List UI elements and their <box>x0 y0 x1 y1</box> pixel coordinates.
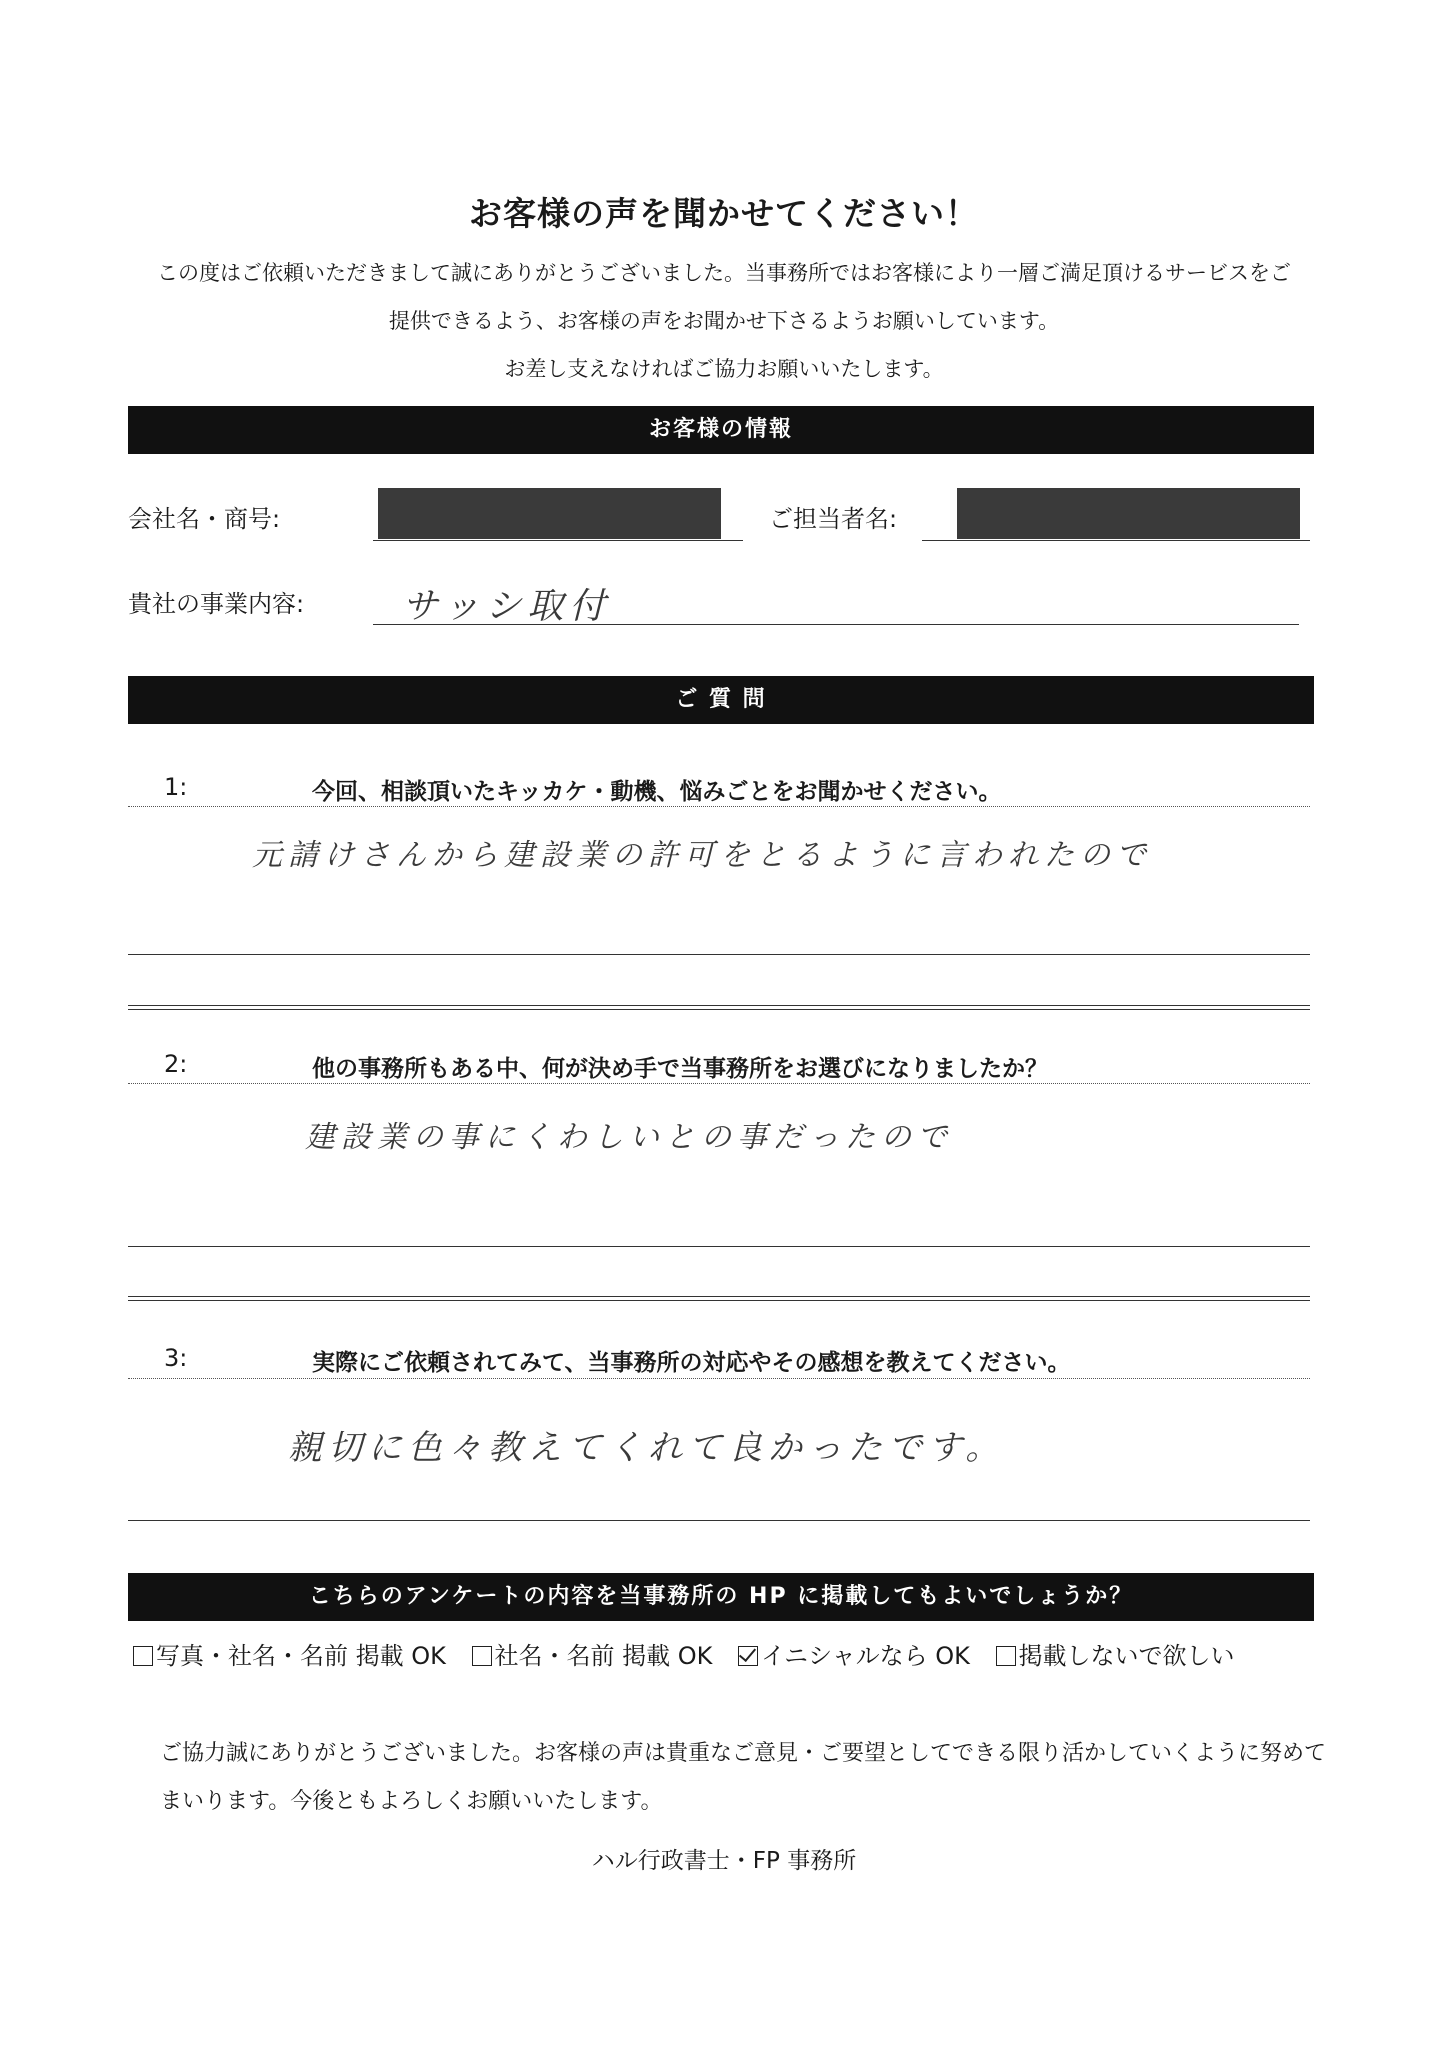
publish-consent-heading: こちらのアンケートの内容を当事務所の HP に掲載してもよいでしょうか？ <box>128 1573 1314 1621</box>
intro-line-1: この度はご依頼いただきまして誠にありがとうございました。当事務所ではお客様により一層ご満足頂けるサービスをご <box>157 261 1291 285</box>
checkbox-do-not-publish[interactable] <box>996 1646 1016 1666</box>
question-1-separator <box>128 1005 1310 1010</box>
closing-line-1: ご協力誠にありがとうございました。お客様の声は貴重なご意見・ご要望としてできる限り活かしていくように努めて <box>160 1741 1327 1766</box>
answer-2-handwritten: 建設業の事にくわしいとの事だったので <box>305 1120 953 1155</box>
company-name-label: 会社名・商号: <box>128 505 281 533</box>
page-title: お客様の声を聞かせてください！ <box>469 194 979 233</box>
answer-3-handwritten: 親切に色々教えてくれて良かったです。 <box>288 1428 1006 1468</box>
closing-line-2: まいります。今後ともよろしくお願いいたします。 <box>160 1789 663 1814</box>
company-name-underline <box>373 540 743 541</box>
checkbox-initials-only-checked[interactable] <box>738 1646 758 1666</box>
question-1-text: 今回、相談頂いたキッカケ・動機、悩みごとをお聞かせください。 <box>312 779 1002 805</box>
question-3-text: 実際にご依頼されてみて、当事務所の対応やその感想を教えてください。 <box>312 1350 1071 1376</box>
business-label: 貴社の事業内容: <box>128 590 305 618</box>
checkbox-photo-company-name[interactable] <box>133 1646 153 1666</box>
contact-name-label: ご担当者名: <box>769 505 898 533</box>
question-3-number: 3: <box>164 1344 188 1372</box>
question-2-separator <box>128 1296 1310 1301</box>
option-do-not-publish[interactable]: 掲載しないで欲しい <box>996 1636 1235 1671</box>
office-name: ハル行政書士・FP 事務所 <box>591 1848 857 1874</box>
contact-name-underline <box>922 540 1310 541</box>
question-1-dotted-line <box>128 806 1310 807</box>
answer-1-line <box>128 954 1310 955</box>
question-2-text: 他の事務所もある中、何が決め手で当事務所をお選びになりましたか？ <box>312 1056 1048 1082</box>
business-underline <box>373 624 1299 625</box>
question-2-dotted-line <box>128 1083 1310 1084</box>
option-company-name[interactable]: 社名・名前 掲載 OK <box>472 1636 713 1671</box>
checkbox-company-name[interactable] <box>472 1646 492 1666</box>
question-3-dotted-line <box>128 1378 1310 1379</box>
business-value-handwritten: サッシ取付 <box>402 586 612 627</box>
company-name-redaction <box>378 488 721 539</box>
answer-1-handwritten: 元請けさんから建設業の許可をとるように言われたので <box>252 838 1152 873</box>
answer-3-line <box>128 1520 1310 1521</box>
intro-line-2: 提供できるよう、お客様の声をお聞かせ下さるようお願いしています。 <box>388 309 1060 333</box>
intro-line-3: お差し支えなければご協力お願いいたします。 <box>504 357 944 381</box>
contact-name-redaction <box>957 488 1300 539</box>
answer-2-line <box>128 1246 1310 1247</box>
option-photo-company-name[interactable]: 写真・社名・名前 掲載 OK <box>133 1636 446 1671</box>
option-initials-only[interactable]: イニシャルなら OK <box>738 1636 970 1671</box>
publish-options <box>133 1636 1253 1671</box>
question-2-number: 2: <box>164 1050 188 1078</box>
customer-info-heading: お客様の情報 <box>128 406 1314 454</box>
questions-heading: ご 質 問 <box>128 676 1314 724</box>
question-1-number: 1: <box>164 773 188 801</box>
